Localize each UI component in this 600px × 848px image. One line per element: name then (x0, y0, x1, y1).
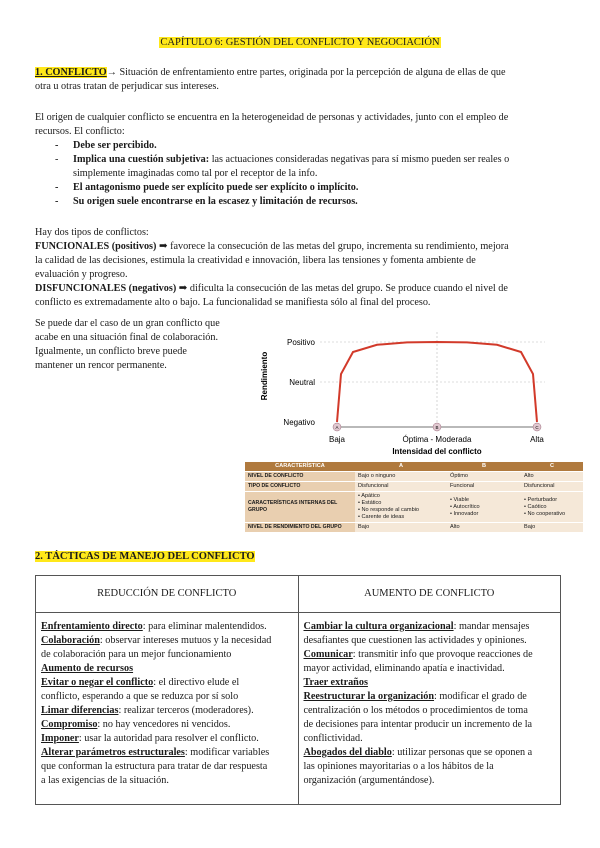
list-item: • Autocrítico (450, 504, 518, 511)
dysfunctional-text: conflicto es extremadamente alto o bajo. La funcionalidad se manifiesta sólo al final del proceso. (35, 297, 431, 308)
page-title: CAPÍTULO 6: GESTIÓN DEL CONFLICTO Y NEGOCIACIÓN (160, 37, 440, 48)
list-item: Compromiso: no hay vencedores ni vencidos. (41, 719, 231, 730)
table-cell: Alto (521, 472, 583, 482)
row-label: NIVEL DE RENDIMIENTO DEL GRUPO (245, 523, 355, 533)
tactics-header-row (36, 576, 561, 613)
list-item: • No responde al cambio (358, 507, 444, 514)
table-cell (355, 492, 447, 523)
list-item: Reestructurar la organización: modificar el grado de centralización o los métodos o procedimientos de toma de decisiones para intentar producir un incremento de la conflictividad. (303, 691, 533, 744)
tactics-table (35, 575, 561, 805)
trait-item: - El antagonismo puede ser explícito puede ser explícito o implícito. (35, 181, 575, 195)
table-cell: Bajo (521, 523, 583, 533)
list-item: • Perturbador (524, 497, 580, 504)
performance-chart (245, 314, 583, 460)
side-note-line: Se puede dar el caso de un gran conflicto que (35, 318, 220, 329)
conflict-traits-list (35, 139, 575, 209)
table-cell: Bajo (355, 523, 447, 533)
trait-item: - Implica una cuestión subjetiva: las actuaciones consideradas negativas para sí mismo pueden ser reales o simplemente imaginadas como tal por el receptor de la info. (35, 153, 575, 181)
table-row (245, 523, 583, 533)
arrow-right-icon: ➡ (178, 283, 188, 294)
list-item: • Carente de ideas (358, 514, 444, 521)
table-header: C (521, 462, 583, 472)
arrow-right-icon: ➡ (158, 241, 168, 252)
table-row (245, 492, 583, 523)
functional-text: la calidad de las decisiones, estimula la creatividad e innovación, libera las tensiones y fomenta ambiente de (35, 255, 476, 266)
row-label: CARACTERÍSTICAS INTERNAS DEL GRUPO (245, 492, 355, 523)
list-item: Abogados del diablo: utilizar personas que se oponen a las opiniones mayoritarias o a los hábitos de la organización (argumentándose). (303, 747, 533, 786)
table-cell (521, 492, 583, 523)
list-item: Aumento de recursos (41, 663, 134, 674)
list-item: Traer extraños (303, 677, 368, 688)
functional-text: evaluación y progreso. (35, 269, 128, 280)
y-axis-label: Rendimiento (260, 351, 269, 401)
x-marker-label: A (335, 425, 339, 430)
characteristics-table (245, 462, 583, 533)
definition-text-cont: otra u otras tratan de perjudicar sus intereses. (35, 81, 219, 92)
list-item: • Caótico (524, 504, 580, 511)
dysfunctional-type: DISFUNCIONALES (negativos) ➡ dificulta la consecución de las metas del grupo. Se produce cuando el nivel de (35, 283, 508, 294)
table-cell: Óptimo (447, 472, 521, 482)
table-cell: Disfuncional (355, 482, 447, 492)
list-item: Comunicar: transmitir info que provoque reacciones de mayor actividad, eliminando apatía e inactividad. (303, 649, 533, 674)
trait-item: - Su origen suele encontrarse en la escasez y limitación de recursos. (35, 195, 575, 209)
x-tick-optima: Óptima - Moderada (402, 435, 472, 444)
list-item: Limar diferencias: realizar terceros (moderadores). (41, 705, 254, 716)
section-1-heading: 1. CONFLICTO (35, 67, 107, 78)
list-item: Cambiar la cultura organizacional: mandar mensajes desafiantes que cuestionen las actividades y opiniones. (303, 621, 530, 646)
y-tick-neutral: Neutral (289, 378, 315, 387)
types-intro: Hay dos tipos de conflictos: (35, 227, 149, 238)
list-item: Imponer: usar la autoridad para resolver el conflicto. (41, 733, 259, 744)
x-tick-alta: Alta (530, 435, 544, 444)
definition-text: Situación de enfrentamiento entre partes, originada por la percepción de alguna de ellas de que (116, 67, 506, 78)
x-tick-baja: Baja (328, 435, 346, 444)
reduction-tactics (36, 613, 299, 805)
table-header-row (245, 462, 583, 472)
trait-item: - Debe ser percibido. (35, 139, 575, 153)
list-item: Alterar parámetros estructurales: modificar variables que conforman la estructura para tratar de dar respuesta a las exigencias de la situación. (41, 747, 270, 786)
table-cell: Bajo o ninguno (355, 472, 447, 482)
y-tick-positivo: Positivo (286, 338, 315, 347)
x-axis-label: Intensidad del conflicto (392, 447, 482, 456)
table-cell: Alto (447, 523, 521, 533)
arrow-icon: → (106, 67, 117, 78)
table-cell: Funcional (447, 482, 521, 492)
list-item: • Apático (358, 493, 444, 500)
section-1-definition (35, 66, 565, 94)
side-note (35, 317, 245, 373)
table-row (245, 472, 583, 482)
list-item: Enfrentamiento directo: para eliminar malentendidos. (41, 621, 267, 632)
row-label: TIPO DE CONFLICTO (245, 482, 355, 492)
section-2-heading: 2. TÁCTICAS DE MANEJO DEL CONFLICTO (35, 551, 255, 562)
tactics-body-row (36, 613, 561, 805)
table-header: A (355, 462, 447, 472)
list-item: Colaboración: observar intereses mutuos y la necesidad de colaboración para un mejor funcionamiento (41, 635, 272, 660)
y-tick-negativo: Negativo (283, 418, 315, 427)
list-item: • Innovador (450, 511, 518, 518)
origin-text: El origen de cualquier conflicto se encuentra en la heterogeneidad de personas y actividades, junto con el empleo de (35, 112, 509, 123)
table-cell (447, 492, 521, 523)
table-cell: Disfuncional (521, 482, 583, 492)
list-item: • Estático (358, 500, 444, 507)
column-header-reduction: REDUCCIÓN DE CONFLICTO (36, 576, 299, 613)
side-note-line: mantener un rencor permanente. (35, 360, 167, 371)
increase-tactics (298, 613, 561, 805)
x-marker-label: C (535, 425, 539, 430)
functional-type: FUNCIONALES (positivos) ➡ favorece la consecución de las metas del grupo, incrementa su rendimiento, mejora (35, 241, 509, 252)
side-note-line: Igualmente, un conflicto breve puede (35, 346, 187, 357)
table-header: CARACTERÍSTICA (245, 462, 355, 472)
origin-text-cont: recursos. El conflicto: (35, 126, 125, 137)
table-row (245, 482, 583, 492)
origin-paragraph (35, 111, 575, 209)
x-marker-label: B (435, 425, 439, 430)
table-header: B (447, 462, 521, 472)
list-item: • No cooperativo (524, 511, 580, 518)
list-item: Evitar o negar el conflicto: el directivo elude el conflicto, esperando a que se reduzca por sí solo (41, 677, 240, 702)
side-note-line: acabe en una situación final de colaboración. (35, 332, 219, 343)
conflict-types (35, 226, 570, 310)
list-item: • Viable (450, 497, 518, 504)
column-header-increase: AUMENTO DE CONFLICTO (298, 576, 561, 613)
row-label: NIVEL DE CONFLICTO (245, 472, 355, 482)
